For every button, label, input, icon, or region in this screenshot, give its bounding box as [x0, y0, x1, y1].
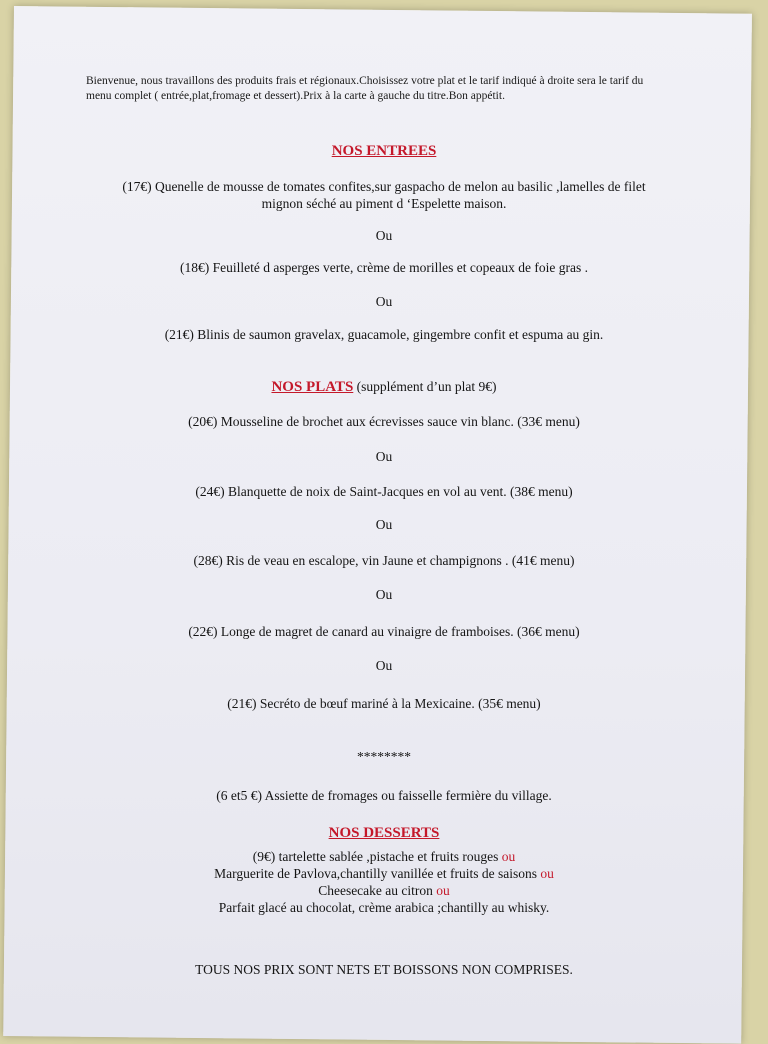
- desserts-list: [0, 848, 768, 916]
- plats-heading-row: [0, 379, 768, 396]
- dessert-line-4: Parfait glacé au chocolat, crème arabica ;chantilly au whisky.: [218, 900, 550, 915]
- plats-heading: NOS PLATS: [271, 379, 354, 395]
- plat-item-3: (28€) Ris de veau en escalope, vin Jaune et champignons . (41€ menu): [193, 553, 575, 568]
- footer-note: TOUS NOS PRIX SONT NETS ET BOISSONS NON COMPRISES.: [195, 962, 573, 977]
- dessert-line-3: Cheesecake au citron ou: [318, 883, 450, 898]
- dessert-or-2: ou: [540, 866, 554, 881]
- plat-separator-3: Ou: [375, 587, 393, 602]
- dessert-line-2: Marguerite de Pavlova,chantilly vanillée et fruits de saisons ou: [214, 866, 554, 881]
- plats-note: (supplément d’un plat 9€): [356, 379, 497, 394]
- entree-item-1: [0, 178, 768, 212]
- dessert-line-1: (9€) tartelette sablée ,pistache et fruits rouges ou: [252, 849, 516, 864]
- plat-item-2: (24€) Blanquette de noix de Saint-Jacques en vol au vent. (38€ menu): [195, 484, 573, 499]
- dessert-or-3: ou: [436, 883, 450, 898]
- dessert-or-1: ou: [501, 849, 516, 864]
- desserts-heading: NOS DESSERTS: [328, 825, 440, 841]
- entree-item-3: (21€) Blinis de saumon gravelax, guacamole, gingembre confit et espuma au gin.: [164, 327, 604, 342]
- stars-divider: ********: [357, 749, 411, 764]
- entree-item-2: (18€) Feuilleté d asperges verte, crème de morilles et copeaux de foie gras .: [180, 260, 588, 275]
- plat-separator-1: Ou: [375, 449, 393, 464]
- entrees-heading: NOS ENTREES: [331, 143, 437, 159]
- intro-text: Bienvenue, nous travaillons des produits frais et régionaux.Choisissez votre plat et le tarif indiqué à droite sera le tarif du menu complet ( entrée,plat,fromage et dessert).Prix à la carte à gauche du titre.Bon appétit.: [86, 75, 644, 102]
- plat-item-4: (22€) Longe de magret de canard au vinaigre de framboises. (36€ menu): [188, 624, 580, 639]
- entree-separator-1: Ou: [375, 228, 393, 243]
- entree-item-1-line2: mignon séché au piment d ‘Espelette maison.: [261, 196, 507, 211]
- plat-separator-2: Ou: [375, 517, 393, 532]
- entree-separator-2: Ou: [375, 294, 393, 309]
- plat-item-1: (20€) Mousseline de brochet aux écrevisses sauce vin blanc. (33€ menu): [188, 414, 580, 429]
- entree-item-1-line1: (17€) Quenelle de mousse de tomates confites,sur gaspacho de melon au basilic ,lamelles de filet: [122, 179, 646, 194]
- plat-separator-4: Ou: [375, 658, 393, 673]
- plat-item-5: (21€) Secréto de bœuf mariné à la Mexicaine. (35€ menu): [227, 696, 541, 711]
- fromage-item: (6 et5 €) Assiette de fromages ou faisselle fermière du village.: [216, 788, 552, 803]
